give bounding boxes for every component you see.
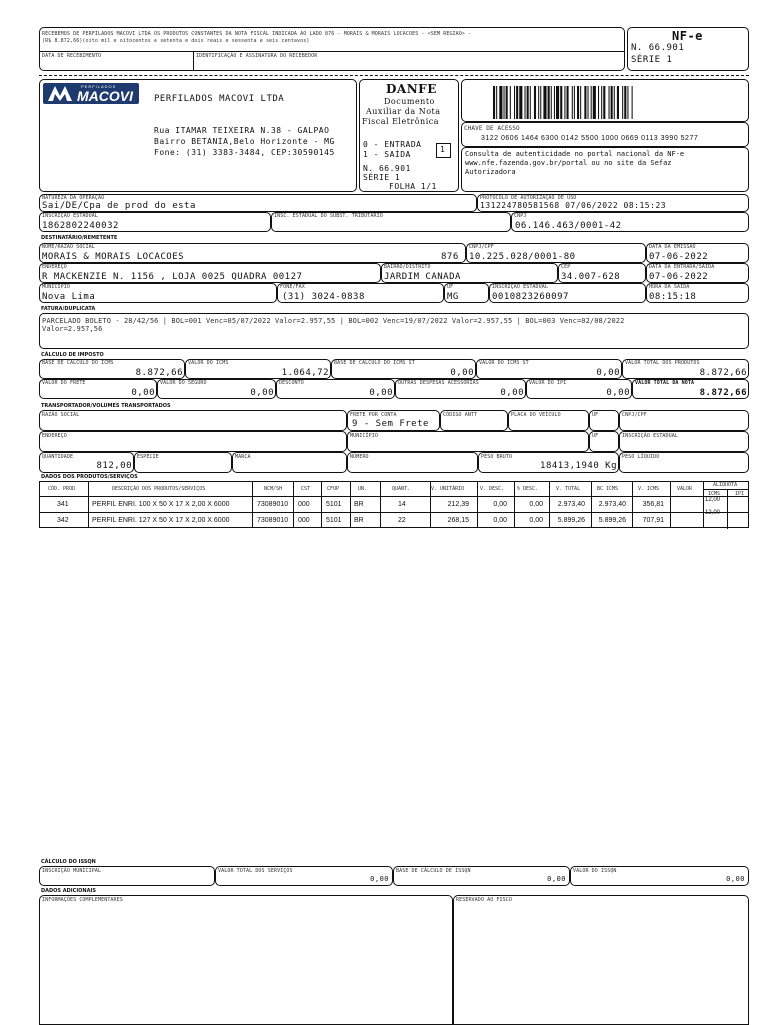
barcode [493, 86, 731, 119]
produtos-table [39, 481, 749, 528]
dest-uf: MG [447, 292, 459, 302]
th-aliq-ipi: IPI [735, 491, 745, 497]
transp-qtd-label: QUANTIDADE [42, 454, 74, 460]
transp-antt-label: CÓDIGO ANTT [443, 412, 478, 418]
protocolo-value: 131224780581568 07/06/2022 08:15:23 [480, 201, 667, 210]
logo-big-text: MACOVI [77, 88, 133, 104]
cell-bcicms: 2.973,40 [598, 501, 626, 508]
issqn-valor: 0,00 [726, 875, 745, 883]
emitente-addr3: Fone: (31) 3383-3484, CEP:30590145 [154, 148, 335, 157]
nfe-numero: N. 66.901 [631, 43, 685, 53]
cell-vicms: 707,91 [642, 517, 664, 524]
transp-mun-box [347, 431, 589, 452]
adicionais-section: DADOS ADICIONAIS [41, 888, 96, 894]
bc-icms-label: BASE DE CÁLCULO DO ICMS [42, 360, 114, 366]
ie-value: 1862802240032 [42, 221, 119, 231]
danfe-sub3: Fiscal Eletrônica [362, 117, 440, 126]
issqn-section: CÁLCULO DO ISSQN [41, 859, 96, 865]
transp-uf2-label: UF [592, 433, 599, 439]
danfe-saida: 1 - SAÍDA [363, 150, 411, 159]
transp-uf-label: UF [592, 412, 599, 418]
dest-fone: (31) 3024-0838 [282, 292, 365, 302]
outras-label: OUTRAS DESPESAS ACESSÓRIAS [398, 380, 479, 386]
dest-emissao: 07-06-2022 [649, 252, 709, 262]
chave-label: CHAVE DE ACESSO [464, 125, 520, 132]
cnpj-value: 06.146.463/0001-42 [515, 221, 622, 231]
th-aliq-icms: ICMS [708, 491, 721, 497]
icms-st-label: VALOR DO ICMS ST [479, 360, 529, 366]
natureza-value: Sai/DE/Cpa de prod do esta [42, 201, 196, 211]
dest-cep: 34.007-628 [561, 272, 621, 282]
cell-cod: 342 [57, 517, 69, 524]
icms: 1.064,72 [281, 368, 329, 378]
dest-cep-label: CEP [561, 264, 571, 270]
cell-cfop: 5101 [326, 517, 342, 524]
dest-ie-label: INSCRIÇÃO ESTADUAL [492, 284, 548, 290]
emitente-addr1: Rua ITAMAR TEIXEIRA N.38 - GALPAO [154, 126, 330, 135]
dest-codigo: 876 [441, 252, 459, 262]
transp-end-box [39, 431, 347, 452]
ie-st-label: INSC. ESTADUAL DO SUBST. TRIBUTÁRIO [274, 213, 383, 219]
th-ncm: NCM/SH [264, 486, 283, 492]
produtos-section: DADOS DOS PRODUTOS/SERVIÇOS [41, 474, 138, 480]
dest-endereco: R MACKENZIE N. 1156 , LOJA 0025 QUADRA 00127 [42, 272, 303, 282]
total-prod-label: VALOR TOTAL DOS PRODUTOS [625, 360, 700, 366]
cell-cst: 000 [298, 517, 310, 524]
canhoto-text: RECEBEMOS DE PERFILADOS MACOVI LTDA OS PRODUTOS CONSTANTES DA NOTA FISCAL INDICADA AO LADO 876 - MORAIS & MORAIS LOCACOES - <SEM REGIAO> - [42, 31, 472, 37]
cell-ncm: 73089010 [257, 501, 289, 508]
natureza-label: NATUREZA DA OPERAÇÃO [42, 195, 105, 201]
icms-label: VALOR DO ICMS [188, 360, 229, 366]
dest-bairro: JARDIM CANADA [384, 272, 461, 282]
th-pdesc: % DESC. [517, 486, 539, 492]
issqn-valor-label: VALOR DO ISSQN [573, 868, 617, 874]
macovi-logo [43, 83, 139, 104]
danfe-entrada: 0 - ENTRADA [363, 140, 422, 149]
consulta-text: Consulta de autenticidade no portal nacional da NF-e www.nfe.fazenda.gov.br/portal ou no site da Sefaz Autorizadora [465, 150, 685, 176]
cut-line [39, 75, 749, 76]
emitente-addr2: Bairro BETANIA,Belo Horizonte - MG [154, 137, 335, 146]
desconto-label: DESCONTO [279, 380, 304, 386]
total-prod: 8.872,66 [699, 368, 747, 378]
transp-numero-label: NÚMERO [350, 454, 369, 460]
transp-ie-label: INSCRIÇÃO ESTADUAL [622, 433, 678, 439]
total-nota: 8.872,66 [699, 388, 747, 398]
nfe-title: NF-e [672, 29, 703, 43]
chave-value: 3122 0606 1464 6300 0142 5500 1000 0669 0113 3990 5277 [481, 135, 699, 142]
cell-aliq-icms: 12,00 [705, 497, 721, 503]
dest-mun-label: MUNICÍPIO [42, 284, 70, 290]
cell-desc: PERFIL ENRI. 100 X 50 X 17 X 2,00 X 6000 [92, 501, 230, 508]
transp-especie-label: ESPÉCIE [137, 454, 159, 460]
cell-vunit: 212,39 [447, 501, 469, 508]
macovi-logo-mark [47, 85, 77, 102]
cell-vdesc: 0,00 [493, 517, 507, 524]
seguro-label: VALOR DO SEGURO [160, 380, 207, 386]
nfe-serie: SÉRIE 1 [631, 55, 673, 65]
transp-cnpj-label: CNPJ/CPF [622, 412, 647, 418]
dest-municipio: Nova Lima [42, 292, 96, 302]
transp-mun-label: MUNICÍPIO [350, 433, 378, 439]
imposto-section: CÁLCULO DE IMPOSTO [41, 352, 104, 358]
aliquota-divider [703, 489, 749, 490]
cell-pdesc: 0,00 [529, 517, 543, 524]
th-vtotal: V. TOTAL [556, 486, 581, 492]
data-recebimento-label: DATA DE RECEBIMENTO [42, 53, 102, 59]
transp-marca-label: MARCA [235, 454, 251, 460]
issqn-im-label: INSCRIÇÃO MUNICIPAL [42, 868, 102, 874]
danfe-title: DANFE [386, 82, 437, 96]
th-vdesc: V. DESC. [480, 486, 505, 492]
dest-entrada: 07-06-2022 [649, 272, 709, 282]
cell-cst: 000 [298, 501, 310, 508]
dest-ie: 0010823260097 [492, 292, 569, 302]
th-quant: QUANT. [392, 486, 411, 492]
cell-desc: PERFIL ENRI. 127 X 50 X 17 X 2,00 X 6000 [92, 517, 230, 524]
issqn-bc-label: BASE DE CÁLCULO DE ISSQN [396, 868, 471, 874]
dest-nome: MORAIS & MORAIS LOCACOES [42, 252, 185, 262]
info-label: INFORMAÇÕES COMPLEMENTARES [42, 897, 123, 903]
issqn-serv-label: VALOR TOTAL DOS SERVIÇOS [218, 868, 293, 874]
transp-bruto: 18413,1940 Kg [540, 461, 617, 471]
transp-section: TRANSPORTADOR/VOLUMES TRANSPORTADOS [41, 403, 171, 409]
transp-frete-label: FRETE POR CONTA [350, 412, 397, 418]
cell-quant: 14 [398, 501, 406, 508]
th-aliquota: ALÍQUOTA [713, 482, 738, 488]
seguro: 0,00 [250, 388, 274, 398]
ipi-label: VALOR DO IPI [529, 380, 567, 386]
ipi: 0,00 [606, 388, 630, 398]
protocolo-label: PROTOCOLO DE AUTORIZAÇÃO DE USO [480, 195, 577, 201]
frete: 0,00 [131, 388, 155, 398]
th-valor: VALOR [677, 486, 693, 492]
transp-qtd: 812,00 [96, 461, 132, 471]
th-vunit: V. UNITÁRIO [431, 486, 465, 492]
transp-placa-label: PLACA DO VEÍCULO [511, 412, 561, 418]
dest-cnpj-label: CNPJ/CPF [469, 244, 494, 250]
cell-vtotal: 5.899,26 [557, 517, 585, 524]
canhoto-text2: (R$ 8.872,66)(oito mil e oitocentos e setenta e dois reais e sessenta e seis centavos) [42, 38, 310, 44]
th-bcicms: BC ICMS [597, 486, 619, 492]
cell-un: BR [354, 517, 364, 524]
danfe-serie: SÉRIE 1 [363, 173, 401, 182]
identificacao-label: IDENTIFICAÇÃO E ASSINATURA DO RECEBEDOR [196, 53, 318, 59]
transp-razao-label: RAZÃO SOCIAL [42, 412, 80, 418]
issqn-serv: 0,00 [370, 875, 389, 883]
cell-pdesc: 0,00 [529, 501, 543, 508]
dest-uf-label: UF [447, 284, 454, 290]
dest-hora-label: HORA DA SAÍDA [649, 284, 690, 290]
th-un: UN. [358, 486, 368, 492]
frete-label: VALOR DO FRETE [42, 380, 86, 386]
transp-end-label: ENDEREÇO [42, 433, 67, 439]
bc-st-label: BASE DE CÁLCULO DO ICMS ST [334, 360, 415, 366]
th-vicms: V. ICMS [638, 486, 660, 492]
danfe-tipo: 1 [440, 145, 446, 154]
fatura-line1: PARCELADO BOLETO - 28/42/56 | BOL=001 Venc=05/07/2022 Valor=2.957,55 | BOL=002 Venc=19/07/2022 Valor=2.957,55 | BOL=003 Venc=02/08/2022 [42, 317, 625, 325]
dest-emissao-label: DATA DA EMISSÃO [649, 244, 696, 250]
dest-end-label: ENDEREÇO [42, 264, 67, 270]
ie-label: INSCRIÇÃO ESTADUAL [42, 213, 98, 219]
transp-razao-box [39, 410, 347, 431]
dest-hora: 08:15:18 [649, 292, 697, 302]
table-row [40, 497, 748, 512]
issqn-bc: 0,00 [547, 875, 566, 883]
cell-vtotal: 2.973,40 [557, 501, 585, 508]
cell-vicms: 356,81 [642, 501, 664, 508]
icms-st: 0,00 [596, 368, 620, 378]
transp-frete: 9 - Sem Frete [352, 419, 429, 429]
cell-ncm: 73089010 [257, 517, 289, 524]
dest-bairro-label: BAIRRO/DISTRITO [384, 264, 431, 270]
danfe-numero: N. 66.901 [363, 164, 411, 173]
cell-cfop: 5101 [326, 501, 342, 508]
cnpj-label: CNPJ [514, 213, 527, 219]
danfe-folha: FOLHA 1/1 [389, 182, 437, 191]
transp-bruto-label: PESO BRUTO [481, 454, 513, 460]
th-cst: CST [301, 486, 311, 492]
dest-entrada-label: DATA DA ENTRADA/SAÍDA [649, 264, 715, 270]
cell-aliq-icms: 12,00 [705, 510, 721, 516]
total-nota-label: VALOR TOTAL DA NOTA [635, 380, 695, 386]
desconto: 0,00 [369, 388, 393, 398]
cell-bcicms: 5.899,26 [598, 517, 626, 524]
fisco-box [453, 895, 749, 1025]
th-cod: CÓD. PROD [48, 486, 76, 492]
fatura-section: FATURA/DUPLICATA [41, 306, 96, 312]
danfe-sub1: Documento [384, 97, 435, 106]
destinatario-section: DESTINATÁRIO/REMETENTE [41, 235, 118, 241]
table-row [40, 510, 748, 528]
info-box [39, 895, 453, 1025]
danfe-sub2: Auxiliar da Nota [366, 107, 441, 116]
cell-vdesc: 0,00 [493, 501, 507, 508]
outras: 0,00 [500, 388, 524, 398]
canhoto-vdivider [193, 51, 194, 71]
canhoto-divider [39, 51, 625, 52]
dest-nome-label: NOME/RAZÃO SOCIAL [42, 244, 95, 250]
bc-st: 0,00 [450, 368, 474, 378]
cell-quant: 22 [398, 517, 406, 524]
th-desc: DESCRIÇÃO DOS PRODUTOS/SERVIÇOS [112, 486, 206, 492]
dest-fone-label: FONE/FAX [280, 284, 305, 290]
emitente-name: PERFILADOS MACOVI LTDA [154, 94, 285, 104]
dest-cnpj: 10.225.028/0001-80 [469, 252, 576, 262]
cell-cod: 341 [57, 501, 69, 508]
fatura-line2: Valor=2.957,56 [42, 325, 103, 333]
fisco-label: RESERVADO AO FISCO [456, 897, 512, 903]
cell-vunit: 268,15 [447, 517, 469, 524]
bc-icms: 8.872,66 [135, 368, 183, 378]
cell-un: BR [354, 501, 364, 508]
th-cfop: CFOP [327, 486, 340, 492]
transp-liquido-label: PESO LÍQUIDO [622, 454, 660, 460]
logo-small-text: PERFILADOS [81, 84, 117, 89]
